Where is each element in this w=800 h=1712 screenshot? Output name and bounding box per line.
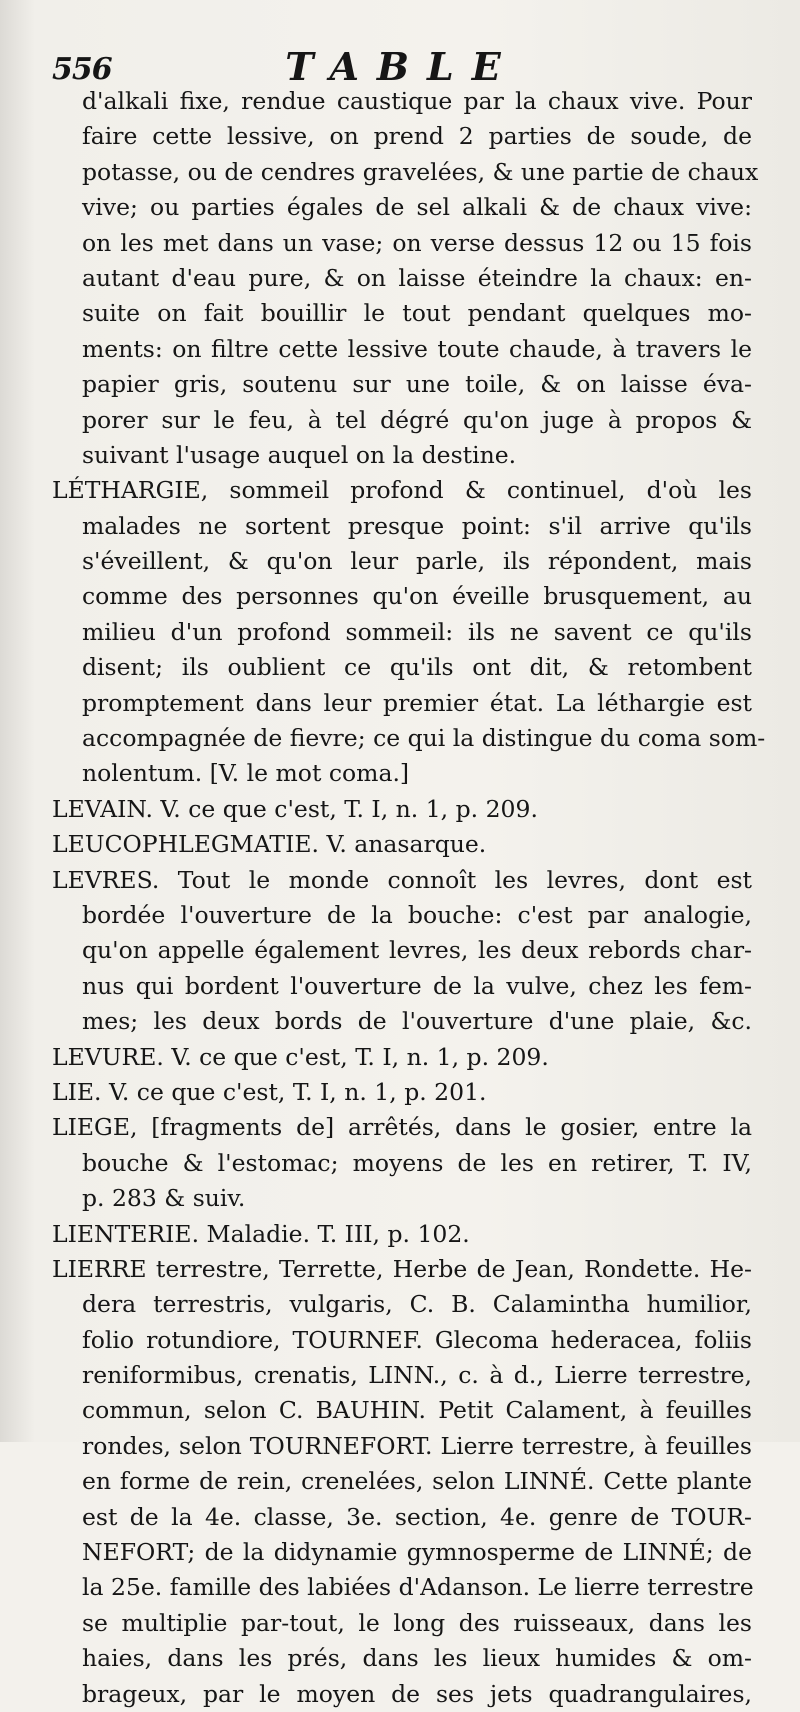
body-text — [52, 84, 766, 1712]
text-line: on les met dans un vase; on verse dessus 12 ou 15 fois — [82, 228, 752, 257]
text-line: rondes, selon TOURNEFORT. Lierre terrestre, à feuilles — [82, 1431, 752, 1460]
text-line: LIE. V. ce que c'est, T. I, n. 1, p. 201. — [52, 1077, 487, 1106]
text-line: reniformibus, crenatis, LINN., c. à d., Lierre terrestre, — [82, 1361, 752, 1390]
text-line: milieu d'un profond sommeil: ils ne savent ce qu'ils — [82, 617, 752, 646]
text-line: potasse, ou de cendres gravelées, & une partie de chaux — [82, 157, 759, 186]
text-line: bordée l'ouverture de la bouche: c'est par analogie, — [82, 900, 752, 929]
text-line: comme des personnes qu'on éveille brusquement, au — [82, 582, 752, 611]
text-line: la 25e. famille des labiées d'Adanson. Le lierre terrestre — [82, 1573, 754, 1602]
text-line: LIENTERIE. Maladie. T. III, p. 102. — [52, 1219, 470, 1248]
text-line: nolentum. [V. le mot coma.] — [82, 759, 410, 788]
text-line: se multiplie par-tout, le long des ruisseaux, dans les — [82, 1608, 752, 1637]
text-line: nus qui bordent l'ouverture de la vulve, chez les fem- — [82, 971, 752, 1000]
text-line: folio rotundiore, TOURNEF. Glecoma hederacea, foliis — [82, 1325, 752, 1354]
text-line: LIERRE terrestre, Terrette, Herbe de Jean, Rondette. He- — [52, 1254, 752, 1283]
text-line: autant d'eau pure, & on laisse éteindre la chaux: en- — [82, 263, 752, 292]
text-line: est de la 4e. classe, 3e. section, 4e. genre de TOUR- — [82, 1502, 752, 1531]
text-line: LIEGE, [fragments de] arrêtés, dans le gosier, entre la — [52, 1113, 752, 1142]
text-line: bouche & l'estomac; moyens de les en retirer, T. IV, — [82, 1148, 752, 1177]
text-line: accompagnée de fievre; ce qui la distingue du coma som- — [82, 724, 766, 753]
text-line: promptement dans leur premier état. La léthargie est — [82, 688, 752, 717]
text-line: dera terrestris, vulgaris, C. B. Calamintha humilior, — [82, 1290, 752, 1319]
text-line: LEUCOPHLEGMATIE. V. anasarque. — [52, 830, 487, 859]
text-line: mes; les deux bords de l'ouverture d'une plaie, &c. — [82, 1007, 752, 1036]
text-line: LÉTHARGIE, sommeil profond & continuel, d'où les — [52, 476, 752, 505]
text-line: porer sur le feu, à tel dégré qu'on juge à propos & — [82, 405, 752, 434]
text-line: LEVRES. Tout le monde connoît les levres, dont est — [52, 865, 752, 894]
page-number: 556 — [52, 52, 112, 87]
text-line: malades ne sortent presque point: s'il arrive qu'ils — [82, 511, 752, 540]
text-line: papier gris, soutenu sur une toile, & on laisse éva- — [82, 370, 752, 399]
text-line: LEVURE. V. ce que c'est, T. I, n. 1, p. 209. — [52, 1042, 549, 1071]
text-line: suite on fait bouillir le tout pendant quelques mo- — [82, 299, 752, 328]
text-line: disent; ils oublient ce qu'ils ont dit, & retombent — [82, 653, 752, 682]
text-line: en forme de rein, crenelées, selon LINNÉ. Cette plante — [82, 1467, 752, 1496]
text-line: LEVAIN. V. ce que c'est, T. I, n. 1, p. 209. — [52, 794, 538, 823]
text-line: brageux, par le moyen de ses jets quadrangulaires, — [82, 1679, 752, 1708]
running-head: TABLE — [285, 44, 519, 89]
text-line: commun, selon C. BAUHIN. Petit Calament, à feuilles — [82, 1396, 752, 1425]
text-line: qu'on appelle également levres, les deux rebords char- — [82, 936, 752, 965]
text-line: s'éveillent, & qu'on leur parle, ils répondent, mais — [82, 547, 752, 576]
text-line: suivant l'usage auquel on la destine. — [82, 440, 517, 469]
text-line: d'alkali fixe, rendue caustique par la chaux vive. Pour — [82, 87, 752, 115]
text-line: faire cette lessive, on prend 2 parties de soude, de — [82, 122, 752, 151]
text-line: haies, dans les prés, dans les lieux humides & om- — [82, 1644, 752, 1673]
text-line: NEFORT; de la didynamie gymnosperme de LINNÉ; de — [82, 1538, 752, 1567]
text-line: vive; ou parties égales de sel alkali & de chaux vive: — [82, 193, 752, 222]
text-line: ments: on filtre cette lessive toute chaude, à travers le — [82, 334, 752, 363]
text-line: p. 283 & suiv. — [82, 1184, 246, 1213]
